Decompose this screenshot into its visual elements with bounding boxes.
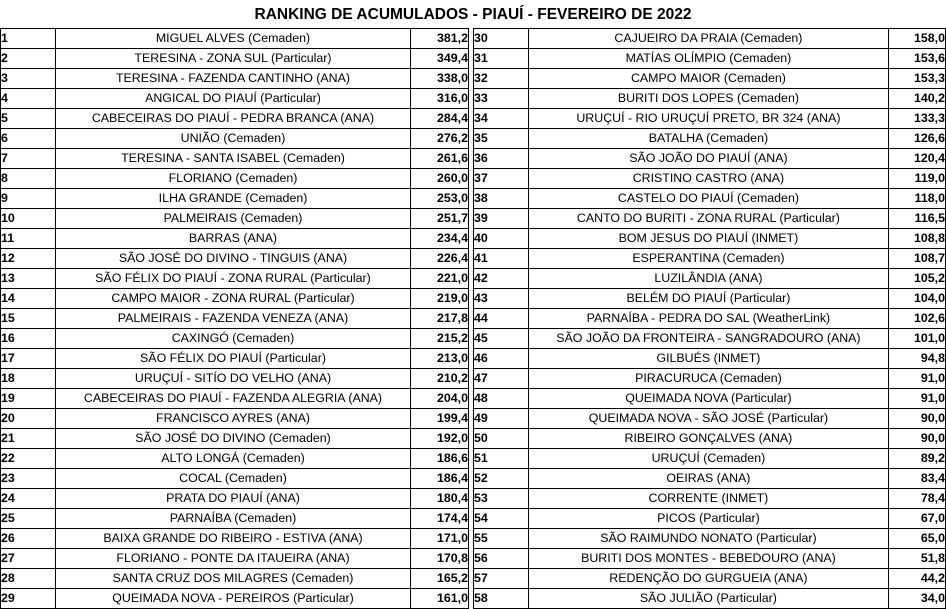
station-name-cell[interactable]: QUEIMADA NOVA (Particular) <box>528 389 889 409</box>
ranking-row[interactable] <box>1 349 469 369</box>
ranking-row[interactable] <box>1 149 469 169</box>
station-name-cell[interactable]: BURITI DOS MONTES - BEBEDOURO (ANA) <box>528 549 889 569</box>
rainfall-value-cell[interactable]: 104,0 <box>889 289 946 309</box>
ranking-row[interactable] <box>1 69 469 89</box>
rainfall-value-cell[interactable]: 118,0 <box>889 189 946 209</box>
rainfall-value-cell[interactable]: 133,3 <box>889 109 946 129</box>
ranking-row[interactable] <box>474 569 946 589</box>
station-name-cell[interactable]: SANTA CRUZ DOS MILAGRES (Cemaden) <box>56 569 411 589</box>
station-name-cell[interactable]: BATALHA (Cemaden) <box>528 129 889 149</box>
rank-position-cell[interactable]: 50 <box>474 429 529 449</box>
ranking-row[interactable] <box>474 69 946 89</box>
ranking-row[interactable] <box>474 129 946 149</box>
ranking-row[interactable] <box>1 549 469 569</box>
station-name-cell[interactable]: CAJUEIRO DA PRAIA (Cemaden) <box>528 29 889 49</box>
ranking-row[interactable] <box>474 309 946 329</box>
ranking-row[interactable] <box>1 589 469 609</box>
ranking-row[interactable] <box>474 449 946 469</box>
rainfall-value-cell[interactable]: 226,4 <box>411 249 469 269</box>
rainfall-value-cell[interactable]: 91,0 <box>889 389 946 409</box>
station-name-cell[interactable]: CABECEIRAS DO PIAUÍ - PEDRA BRANCA (ANA) <box>56 109 411 129</box>
ranking-row[interactable] <box>474 289 946 309</box>
station-name-cell[interactable]: SÃO JOÃO DA FRONTEIRA - SANGRADOURO (ANA) <box>528 329 889 349</box>
rank-position-cell[interactable]: 7 <box>1 149 56 169</box>
rainfall-value-cell[interactable]: 89,2 <box>889 449 946 469</box>
rainfall-value-cell[interactable]: 170,8 <box>411 549 469 569</box>
rank-position-cell[interactable]: 20 <box>1 409 56 429</box>
rainfall-value-cell[interactable]: 34,0 <box>889 589 946 609</box>
station-name-cell[interactable]: URUÇUÍ - RIO URUÇUÍ PRETO, BR 324 (ANA) <box>528 109 889 129</box>
ranking-row[interactable] <box>1 569 469 589</box>
ranking-row[interactable] <box>1 509 469 529</box>
rank-position-cell[interactable]: 33 <box>474 89 529 109</box>
rank-position-cell[interactable]: 40 <box>474 229 529 249</box>
ranking-row[interactable] <box>1 189 469 209</box>
station-name-cell[interactable]: OEIRAS (ANA) <box>528 469 889 489</box>
station-name-cell[interactable]: UNIÃO (Cemaden) <box>56 129 411 149</box>
rank-position-cell[interactable]: 38 <box>474 189 529 209</box>
ranking-row[interactable] <box>474 169 946 189</box>
ranking-row[interactable] <box>474 109 946 129</box>
rainfall-value-cell[interactable]: 180,4 <box>411 489 469 509</box>
ranking-row[interactable] <box>1 309 469 329</box>
ranking-table-left-body <box>1 29 469 609</box>
rainfall-value-cell[interactable]: 102,6 <box>889 309 946 329</box>
station-name-cell[interactable]: FLORIANO - PONTE DA ITAUEIRA (ANA) <box>56 549 411 569</box>
ranking-row[interactable] <box>474 249 946 269</box>
rainfall-value-cell[interactable]: 158,0 <box>889 29 946 49</box>
rank-position-cell[interactable]: 9 <box>1 189 56 209</box>
station-name-cell[interactable]: SÃO JULIÃO (Particular) <box>528 589 889 609</box>
ranking-row[interactable] <box>474 89 946 109</box>
rainfall-value-cell[interactable]: 349,4 <box>411 49 469 69</box>
rank-position-cell[interactable]: 2 <box>1 49 56 69</box>
station-name-cell[interactable]: BAIXA GRANDE DO RIBEIRO - ESTIVA (ANA) <box>56 529 411 549</box>
station-name-cell[interactable]: SÃO JOSÉ DO DIVINO - TINGUIS (ANA) <box>56 249 411 269</box>
station-name-cell[interactable]: QUEIMADA NOVA - PEREIROS (Particular) <box>56 589 411 609</box>
rainfall-value-cell[interactable]: 161,0 <box>411 589 469 609</box>
rainfall-value-cell[interactable]: 90,0 <box>889 409 946 429</box>
station-name-cell[interactable]: BURITI DOS LOPES (Cemaden) <box>528 89 889 109</box>
ranking-row[interactable] <box>474 349 946 369</box>
ranking-title: RANKING DE ACUMULADOS - PIAUÍ - FEVEREIRO DE 2022 <box>254 6 692 23</box>
rainfall-value-cell[interactable]: 215,2 <box>411 329 469 349</box>
rank-position-cell[interactable]: 8 <box>1 169 56 189</box>
rainfall-value-cell[interactable]: 90,0 <box>889 429 946 449</box>
rainfall-value-cell[interactable]: 234,4 <box>411 229 469 249</box>
ranking-row[interactable] <box>1 29 469 49</box>
ranking-table-right <box>473 28 946 609</box>
station-name-cell[interactable]: CABECEIRAS DO PIAUÍ - FAZENDA ALEGRIA (ANA) <box>56 389 411 409</box>
ranking-row[interactable] <box>474 429 946 449</box>
ranking-row[interactable] <box>1 429 469 449</box>
station-name-cell[interactable]: ESPERANTINA (Cemaden) <box>528 249 889 269</box>
ranking-row[interactable] <box>474 549 946 569</box>
rank-position-cell[interactable]: 36 <box>474 149 529 169</box>
rank-position-cell[interactable]: 5 <box>1 109 56 129</box>
ranking-table-left <box>0 28 469 609</box>
station-name-cell[interactable]: QUEIMADA NOVA - SÃO JOSÉ (Particular) <box>528 409 889 429</box>
rainfall-value-cell[interactable]: 120,4 <box>889 149 946 169</box>
ranking-row[interactable] <box>1 229 469 249</box>
rank-position-cell[interactable]: 31 <box>474 49 529 69</box>
rank-position-cell[interactable]: 37 <box>474 169 529 189</box>
rank-position-cell[interactable]: 17 <box>1 349 56 369</box>
rainfall-value-cell[interactable]: 165,2 <box>411 569 469 589</box>
ranking-row[interactable] <box>1 529 469 549</box>
station-name-cell[interactable]: RIBEIRO GONÇALVES (ANA) <box>528 429 889 449</box>
rank-position-cell[interactable]: 51 <box>474 449 529 469</box>
station-name-cell[interactable]: FLORIANO (Cemaden) <box>56 169 411 189</box>
rank-position-cell[interactable]: 58 <box>474 589 529 609</box>
ranking-row[interactable] <box>1 269 469 289</box>
rank-position-cell[interactable]: 46 <box>474 349 529 369</box>
station-name-cell[interactable]: ILHA GRANDE (Cemaden) <box>56 189 411 209</box>
station-name-cell[interactable]: GILBUÉS (INMET) <box>528 349 889 369</box>
rank-position-cell[interactable]: 39 <box>474 209 529 229</box>
rainfall-value-cell[interactable]: 316,0 <box>411 89 469 109</box>
station-name-cell[interactable]: FRANCISCO AYRES (ANA) <box>56 409 411 429</box>
rainfall-value-cell[interactable]: 186,4 <box>411 469 469 489</box>
rainfall-value-cell[interactable]: 210,2 <box>411 369 469 389</box>
ranking-row[interactable] <box>474 229 946 249</box>
rank-position-cell[interactable]: 24 <box>1 489 56 509</box>
station-name-cell[interactable]: URUÇUÍ - SITÍO DO VELHO (ANA) <box>56 369 411 389</box>
rainfall-value-cell[interactable]: 174,4 <box>411 509 469 529</box>
rank-position-cell[interactable]: 16 <box>1 329 56 349</box>
rank-position-cell[interactable]: 22 <box>1 449 56 469</box>
ranking-row[interactable] <box>474 149 946 169</box>
rank-position-cell[interactable]: 6 <box>1 129 56 149</box>
ranking-row[interactable] <box>1 489 469 509</box>
rainfall-value-cell[interactable]: 221,0 <box>411 269 469 289</box>
station-name-cell[interactable]: PARNAÍBA - PEDRA DO SAL (WeatherLink) <box>528 309 889 329</box>
ranking-table-right-body <box>474 29 946 609</box>
rank-position-cell[interactable]: 32 <box>474 69 529 89</box>
ranking-row[interactable] <box>474 29 946 49</box>
ranking-row[interactable] <box>1 169 469 189</box>
rank-position-cell[interactable]: 30 <box>474 29 529 49</box>
station-name-cell[interactable]: URUÇUÍ (Cemaden) <box>528 449 889 469</box>
ranking-row[interactable] <box>474 509 946 529</box>
rank-position-cell[interactable]: 15 <box>1 309 56 329</box>
station-name-cell[interactable]: BOM JESUS DO PIAUÍ (INMET) <box>528 229 889 249</box>
rank-position-cell[interactable]: 26 <box>1 529 56 549</box>
rainfall-value-cell[interactable]: 119,0 <box>889 169 946 189</box>
ranking-row[interactable] <box>474 189 946 209</box>
ranking-row[interactable] <box>1 369 469 389</box>
station-name-cell[interactable]: SÃO JOÃO DO PIAUÍ (ANA) <box>528 149 889 169</box>
ranking-row[interactable] <box>1 209 469 229</box>
rank-position-cell[interactable]: 28 <box>1 569 56 589</box>
rainfall-value-cell[interactable]: 171,0 <box>411 529 469 549</box>
rank-position-cell[interactable]: 47 <box>474 369 529 389</box>
station-name-cell[interactable]: BARRAS (ANA) <box>56 229 411 249</box>
rainfall-value-cell[interactable]: 261,6 <box>411 149 469 169</box>
station-name-cell[interactable]: SÃO FÉLIX DO PIAUÍ - ZONA RURAL (Particular) <box>56 269 411 289</box>
rainfall-value-cell[interactable]: 83,4 <box>889 469 946 489</box>
rainfall-value-cell[interactable]: 101,0 <box>889 329 946 349</box>
ranking-row[interactable] <box>474 529 946 549</box>
station-name-cell[interactable]: SÃO FÉLIX DO PIAUÍ (Particular) <box>56 349 411 369</box>
rainfall-value-cell[interactable]: 65,0 <box>889 529 946 549</box>
station-name-cell[interactable]: PICOS (Particular) <box>528 509 889 529</box>
station-name-cell[interactable]: MATÍAS OLÍMPIO (Cemaden) <box>528 49 889 69</box>
station-name-cell[interactable]: PIRACURUCA (Cemaden) <box>528 369 889 389</box>
rank-position-cell[interactable]: 19 <box>1 389 56 409</box>
station-name-cell[interactable]: LUZILÂNDIA (ANA) <box>528 269 889 289</box>
rank-position-cell[interactable]: 11 <box>1 229 56 249</box>
ranking-row[interactable] <box>1 249 469 269</box>
rainfall-value-cell[interactable]: 186,6 <box>411 449 469 469</box>
station-name-cell[interactable]: PALMEIRAIS - FAZENDA VENEZA (ANA) <box>56 309 411 329</box>
station-name-cell[interactable]: SÃO RAIMUNDO NONATO (Particular) <box>528 529 889 549</box>
rainfall-value-cell[interactable]: 204,0 <box>411 389 469 409</box>
rainfall-value-cell[interactable]: 105,2 <box>889 269 946 289</box>
station-name-cell[interactable]: PRATA DO PIAUÍ (ANA) <box>56 489 411 509</box>
rank-position-cell[interactable]: 27 <box>1 549 56 569</box>
rainfall-value-cell[interactable]: 217,8 <box>411 309 469 329</box>
rank-position-cell[interactable]: 44 <box>474 309 529 329</box>
station-name-cell[interactable]: BELÉM DO PIAUÍ (Particular) <box>528 289 889 309</box>
rank-position-cell[interactable]: 48 <box>474 389 529 409</box>
rank-position-cell[interactable]: 41 <box>474 249 529 269</box>
rank-position-cell[interactable]: 21 <box>1 429 56 449</box>
ranking-row[interactable] <box>474 209 946 229</box>
station-name-cell[interactable]: CORRENTE (INMET) <box>528 489 889 509</box>
rank-position-cell[interactable]: 1 <box>1 29 56 49</box>
station-name-cell[interactable]: CANTO DO BURITI - ZONA RURAL (Particular) <box>528 209 889 229</box>
rainfall-value-cell[interactable]: 44,2 <box>889 569 946 589</box>
rainfall-value-cell[interactable]: 140,2 <box>889 89 946 109</box>
ranking-row[interactable] <box>1 129 469 149</box>
rank-position-cell[interactable]: 49 <box>474 409 529 429</box>
ranking-row[interactable] <box>1 389 469 409</box>
rainfall-value-cell[interactable]: 116,5 <box>889 209 946 229</box>
rainfall-value-cell[interactable]: 276,2 <box>411 129 469 149</box>
rainfall-value-cell[interactable]: 51,8 <box>889 549 946 569</box>
station-name-cell[interactable]: MIGUEL ALVES (Cemaden) <box>56 29 411 49</box>
rainfall-value-cell[interactable]: 67,0 <box>889 509 946 529</box>
ranking-row[interactable] <box>474 469 946 489</box>
ranking-row[interactable] <box>1 289 469 309</box>
rainfall-value-cell[interactable]: 94,8 <box>889 349 946 369</box>
rainfall-value-cell[interactable]: 153,6 <box>889 49 946 69</box>
rank-position-cell[interactable]: 23 <box>1 469 56 489</box>
rainfall-value-cell[interactable]: 192,0 <box>411 429 469 449</box>
station-name-cell[interactable]: ANGICAL DO PIAUÍ (Particular) <box>56 89 411 109</box>
station-name-cell[interactable]: COCAL (Cemaden) <box>56 469 411 489</box>
rank-position-cell[interactable]: 55 <box>474 529 529 549</box>
station-name-cell[interactable]: CAXINGÓ (Cemaden) <box>56 329 411 349</box>
rainfall-value-cell[interactable]: 108,8 <box>889 229 946 249</box>
ranking-row[interactable] <box>474 389 946 409</box>
station-name-cell[interactable]: PARNAÍBA (Cemaden) <box>56 509 411 529</box>
rank-position-cell[interactable]: 4 <box>1 89 56 109</box>
rainfall-value-cell[interactable]: 199,4 <box>411 409 469 429</box>
ranking-row[interactable] <box>474 409 946 429</box>
station-name-cell[interactable]: CRISTINO CASTRO (ANA) <box>528 169 889 189</box>
ranking-row[interactable] <box>474 49 946 69</box>
ranking-row[interactable] <box>474 269 946 289</box>
rainfall-value-cell[interactable]: 260,0 <box>411 169 469 189</box>
rank-position-cell[interactable]: 35 <box>474 129 529 149</box>
station-name-cell[interactable]: PALMEIRAIS (Cemaden) <box>56 209 411 229</box>
station-name-cell[interactable]: TERESINA - FAZENDA CANTINHO (ANA) <box>56 69 411 89</box>
rank-position-cell[interactable]: 3 <box>1 69 56 89</box>
rank-position-cell[interactable]: 29 <box>1 589 56 609</box>
rank-position-cell[interactable]: 14 <box>1 289 56 309</box>
rainfall-value-cell[interactable]: 78,4 <box>889 489 946 509</box>
rank-position-cell[interactable]: 10 <box>1 209 56 229</box>
rainfall-value-cell[interactable]: 381,2 <box>411 29 469 49</box>
rainfall-value-cell[interactable]: 251,7 <box>411 209 469 229</box>
rainfall-value-cell[interactable]: 219,0 <box>411 289 469 309</box>
rainfall-value-cell[interactable]: 153,3 <box>889 69 946 89</box>
rank-position-cell[interactable]: 52 <box>474 469 529 489</box>
rank-position-cell[interactable]: 42 <box>474 269 529 289</box>
ranking-row[interactable] <box>474 589 946 609</box>
station-name-cell[interactable]: ALTO LONGÁ (Cemaden) <box>56 449 411 469</box>
rainfall-value-cell[interactable]: 108,7 <box>889 249 946 269</box>
ranking-row[interactable] <box>1 49 469 69</box>
rank-position-cell[interactable]: 34 <box>474 109 529 129</box>
rank-position-cell[interactable]: 43 <box>474 289 529 309</box>
rank-position-cell[interactable]: 18 <box>1 369 56 389</box>
rank-position-cell[interactable]: 25 <box>1 509 56 529</box>
station-name-cell[interactable]: TERESINA - ZONA SUL (Particular) <box>56 49 411 69</box>
ranking-row[interactable] <box>474 329 946 349</box>
rainfall-value-cell[interactable]: 126,6 <box>889 129 946 149</box>
rainfall-value-cell[interactable]: 253,0 <box>411 189 469 209</box>
station-name-cell[interactable]: REDENÇÃO DO GURGUEIA (ANA) <box>528 569 889 589</box>
ranking-row[interactable] <box>1 449 469 469</box>
rank-position-cell[interactable]: 12 <box>1 249 56 269</box>
ranking-row[interactable] <box>474 369 946 389</box>
rank-position-cell[interactable]: 57 <box>474 569 529 589</box>
station-name-cell[interactable]: CAMPO MAIOR - ZONA RURAL (Particular) <box>56 289 411 309</box>
ranking-row[interactable] <box>474 489 946 509</box>
rainfall-value-cell[interactable]: 213,0 <box>411 349 469 369</box>
rank-position-cell[interactable]: 54 <box>474 509 529 529</box>
ranking-row[interactable] <box>1 469 469 489</box>
ranking-row[interactable] <box>1 409 469 429</box>
rank-position-cell[interactable]: 45 <box>474 329 529 349</box>
rank-position-cell[interactable]: 13 <box>1 269 56 289</box>
ranking-row[interactable] <box>1 89 469 109</box>
station-name-cell[interactable]: SÃO JOSÉ DO DIVINO (Cemaden) <box>56 429 411 449</box>
station-name-cell[interactable]: CAMPO MAIOR (Cemaden) <box>528 69 889 89</box>
station-name-cell[interactable]: TERESINA - SANTA ISABEL (Cemaden) <box>56 149 411 169</box>
station-name-cell[interactable]: CASTELO DO PIAUÍ (Cemaden) <box>528 189 889 209</box>
ranking-row[interactable] <box>1 329 469 349</box>
ranking-row[interactable] <box>1 109 469 129</box>
rainfall-value-cell[interactable]: 91,0 <box>889 369 946 389</box>
rank-position-cell[interactable]: 53 <box>474 489 529 509</box>
rainfall-value-cell[interactable]: 284,4 <box>411 109 469 129</box>
rainfall-value-cell[interactable]: 338,0 <box>411 69 469 89</box>
rank-position-cell[interactable]: 56 <box>474 549 529 569</box>
